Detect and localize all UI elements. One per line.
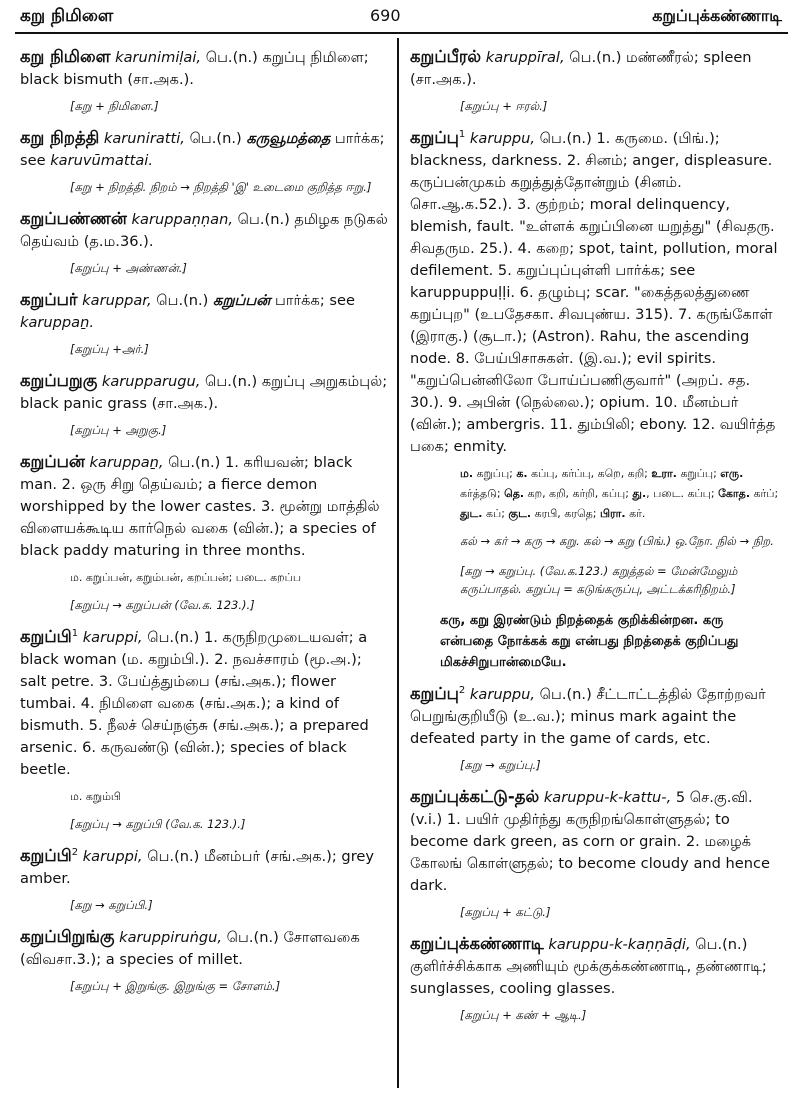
language-abbrev: தெ.	[504, 487, 525, 500]
header-rule	[15, 32, 788, 34]
page-number: 690	[370, 6, 401, 25]
transliteration: karuppu,	[469, 130, 535, 147]
definition-text: பார்க்க; see	[270, 292, 355, 309]
page-header	[0, 0, 800, 34]
cognates	[460, 464, 780, 524]
headword: கறுப்பன்	[20, 452, 85, 471]
transliteration: karupparugu,	[101, 373, 201, 390]
headword: கறுப்பறுகு	[20, 371, 98, 390]
definition-text: பெ.(n.) குளிர்ச்சிக்காக அணியும் மூக்குக்கண்ணாடி, தண்ணாடி; sunglasses, cooling glasses.	[410, 936, 767, 997]
cross-reference: கறுப்பன்	[213, 292, 271, 309]
dictionary-entry	[20, 127, 388, 172]
etymology: [கறுப்பு → கறுப்பன் (வே.க. 123.).]	[70, 598, 255, 612]
transliteration: karuppaṉ,	[89, 454, 164, 471]
definition-text: பார்க்க; see	[20, 130, 385, 169]
definition-text: பெ.(n.)	[184, 130, 247, 147]
header-first-headword: கறு நிமிளை	[20, 6, 114, 26]
derivation: கல் → கர் → கரு → கறு. கல் → கறு (பிங்.) ஒ.நோ. நில் → நிற.	[460, 534, 774, 548]
headword: கறுப்பி	[20, 627, 72, 646]
definition-text: பெ.(n.) கறுப்பு அறுகம்புல்; black panic grass (சா.அக.).	[20, 373, 388, 412]
language-abbrev: துட.	[460, 507, 483, 520]
transliteration: karuppu-k-kaṇṇāḍi,	[548, 936, 691, 953]
transliteration: karuppi,	[82, 629, 143, 646]
headword: கறுப்பீரல்	[410, 47, 482, 66]
cognate-forms: கறுப்பு;	[473, 467, 517, 480]
etymology: [கறு → கறுப்பு. (வே.க.123.) கறுத்தல் = மேன்மேலும் கருப்பாதல். கறுப்பு = கடுங்கருப்பு, அட்டக்கரிநிறம்.]	[460, 564, 738, 596]
header-last-headword: கறுப்புக்கண்ணாடி	[652, 6, 782, 25]
etymology: [கறு + நிமிளை.]	[70, 99, 159, 113]
dictionary-entry	[410, 46, 780, 91]
column-divider	[397, 38, 399, 1088]
transliteration: karuniratti,	[103, 130, 185, 147]
dictionary-entry	[20, 626, 388, 781]
etymology: [கறுப்பு + இறுங்கு. இறுங்கு = சோளம்.]	[70, 979, 281, 993]
cognate-forms: கறுப்பு;	[676, 467, 721, 480]
dictionary-entry	[410, 683, 780, 750]
definition-text: பெ.(n.) தமிழக நடுகல் தெய்வம் (த.ம.36.).	[20, 211, 388, 250]
cognate-forms: கப்பு, கர்ப்பு, கறெ, கறி;	[527, 467, 652, 480]
cognate-forms: கர்.	[625, 507, 646, 520]
language-abbrev: கோத.	[718, 487, 751, 500]
etymology: [கறுப்பு + ஈரல்.]	[460, 99, 548, 113]
language-abbrev: குட.	[508, 507, 532, 520]
headword: கறுப்பர்	[20, 290, 78, 309]
transliteration: karuppiruṅgu,	[119, 929, 223, 946]
cross-reference: கருவூமத்தை	[246, 130, 331, 147]
transliteration: karuppi,	[82, 848, 143, 865]
etymology: [கறுப்பு + அண்ணன்.]	[70, 261, 187, 275]
homonym-number: 2	[458, 685, 466, 697]
dictionary-entry	[20, 370, 388, 415]
etymology: [கறுப்பு + கட்டு.]	[460, 905, 551, 919]
cross-reference-transliteration: karuvūmattai.	[50, 152, 153, 169]
right-column	[410, 46, 780, 1036]
etymology: [கறுப்பு → கறுப்பி (வே.க. 123.).]	[70, 817, 246, 831]
headword: கறுப்பு	[410, 684, 459, 703]
definition-text: பெ.(n.) சீட்டாட்டத்தில் தோற்றவர் பெறுங்குறியீடு (உ.வ.); minus mark againt the defeated party in the game of cards, etc.	[410, 686, 766, 747]
etymology: [கறுப்பு + கண் + ஆடி.]	[460, 1008, 587, 1022]
etymology: [கறுப்பு +அர்.]	[70, 342, 149, 356]
headword: கறுப்புக்கட்டு-தல்	[410, 787, 540, 806]
headword: கறுப்புக்கண்ணாடி	[410, 934, 544, 953]
transliteration: karuppaṇṇan,	[131, 211, 233, 228]
definition-text: பெ.(n.) 1. கரியவன்; black man. 2. ஒரு சிறு தெய்வம்; a fierce demon worshipped by the lower castes. 3. மூன்று மாத்தில் விளையக்கூடிய கார்நெல் வகை (வின்.); a species of black paddy maturing in three months.	[20, 454, 380, 559]
dictionary-entry	[20, 451, 388, 562]
usage-note: கரு, கறு இரண்டும் நிறத்தைக் குறிக்கின்றன. கரு என்பதை நோக்கக் கறு என்பது நிறத்தைக் குறிப்பது மிகச்சிறுபான்மையே.	[440, 613, 739, 670]
headword: கறு நிமிளை	[20, 47, 111, 66]
language-abbrev: ம.	[460, 467, 474, 480]
cognate-forms: கற, கறி, கர்றி, கப்பு;	[524, 487, 633, 500]
language-abbrev: பிரா.	[599, 507, 626, 520]
left-column	[20, 46, 388, 1007]
cognates: ம. கறும்பி	[70, 790, 121, 803]
headword: கறு நிறத்தி	[20, 128, 100, 147]
homonym-number: 1	[71, 628, 79, 640]
transliteration: karuppu,	[469, 686, 535, 703]
headword: கறுப்பண்ணன்	[20, 209, 127, 228]
dictionary-entry	[20, 926, 388, 971]
dictionary-entry	[410, 933, 780, 1000]
definition-text: 5 செ.கு.வி. (v.i.) 1. பயிர் முதிர்ந்து கருநிறங்கொள்ளுதல்; to become dark green, as corn or grain. 2. மழைக் கோலங் கொள்ளுதல்; to become cloudy and hence dark.	[410, 789, 771, 894]
cognates: ம. கறுப்பன், கறும்பன், கறப்பன்; படை. கறப்ப	[70, 571, 302, 584]
dictionary-entry	[20, 845, 388, 890]
transliteration: karuppīral,	[485, 49, 565, 66]
dictionary-entry	[410, 127, 780, 458]
language-abbrev: எரு.	[720, 467, 744, 480]
dictionary-entry	[20, 208, 388, 253]
etymology: [கறு + நிறத்தி. நிறம் → நிறத்தி 'இ' உடைமை குறித்த ஈறு.]	[70, 180, 372, 194]
cognate-forms: கர்ப்;	[750, 487, 779, 500]
cognate-forms: கப்;	[482, 507, 509, 520]
headword: கறுப்பி	[20, 846, 72, 865]
headword: கறுப்பிறுங்கு	[20, 927, 115, 946]
transliteration: karuppu-k-kattu-,	[543, 789, 672, 806]
etymology: [கறு → கறுப்பு.]	[460, 758, 541, 772]
transliteration: karunimiḷai,	[115, 49, 202, 66]
etymology: [கறு → கறுப்பி.]	[70, 898, 153, 912]
homonym-number: 2	[71, 847, 79, 859]
etymology: [கறுப்பு + அறுகு.]	[70, 423, 167, 437]
definition-text: பெ.(n.) 1. கருநிறமுடையவள்; a black woman (ம. கறும்பி.). 2. நவச்சாரம் (மூ.அ.); salt petre. 3. பேய்த்தும்பை (சங்.அக.); flower tumbai. 4. நிமிளை வகை (சங்.அக.); a kind of bismuth. 5. நீலச் செய்நஞ்சு (சங்.அக.); a prepared arsenic. 6. கருவண்டு (வின்.); species of black beetle.	[20, 629, 369, 778]
definition-text: பெ.(n.) 1. கருமை. (பிங்.); blackness, darkness. 2. சினம்; anger, displeasure. கருப்பன்முகம் கறுத்துத்தோன்றும் (சினம். சொ.ஆ.க.52.). 3. குற்றம்; moral delinquency, blemish, fault. "உள்ளக் கறுப்பினை யறுத்து" (சிவதரு. சிவதரும. 25.). 4. கறை; spot, taint, pollution, moral defilement. 5. கறுப்புப்புள்ளி பார்க்க; see karuppuppuḷḷi. 6. தழும்பு; scar. "கைத்தலத்துணை கறுப்புற" (உபதேசகா. சிவபுண்ய. 315). 7. கருங்கோள் (இராகு.) (சூடா.); (Astron). Rahu, the ascending node. 8. பேய்பிசாசுகள். (இ.வ.); evil spirits. "கறுப்பென்னிலோ போய்ப்பணிகுவார்" (அறப். சத. 30.). 9. அபின் (நெல்லை.); opium. 10. மீனம்பர் (வின்.); ambergris. 11. தும்பிலி; ebony. 12. வயிர்த்த பகை; enmity.	[410, 130, 778, 455]
homonym-number: 1	[458, 129, 466, 141]
definition-text: பெ.(n.) கறுப்பு நிமிளை; black bismuth (சா.அக.).	[20, 49, 369, 88]
definition-text: பெ.(n.) சோளவகை (விவசா.3.); a species of millet.	[20, 929, 360, 968]
cognate-forms: கர்த்தடு;	[460, 487, 505, 500]
dictionary-entry	[410, 786, 780, 897]
language-abbrev: து.	[632, 487, 647, 500]
dictionary-entry	[20, 289, 388, 334]
transliteration: karuppar,	[82, 292, 152, 309]
definition-text: பெ.(n.) மீனம்பர் (சங்.அக.); grey amber.	[20, 848, 374, 887]
definition-text: பெ.(n.) மண்ணீரல்; spleen (சா.அக.).	[410, 49, 752, 88]
language-abbrev: க.	[516, 467, 528, 480]
headword: கறுப்பு	[410, 128, 459, 147]
cognate-forms: கரபி, கரதெ;	[531, 507, 600, 520]
cross-reference-transliteration: karuppaṉ.	[20, 314, 95, 331]
language-abbrev: உரா.	[651, 467, 677, 480]
cognate-forms: , படை. கப்பு;	[646, 487, 719, 500]
dictionary-entry	[20, 46, 388, 91]
definition-text: பெ.(n.)	[151, 292, 214, 309]
